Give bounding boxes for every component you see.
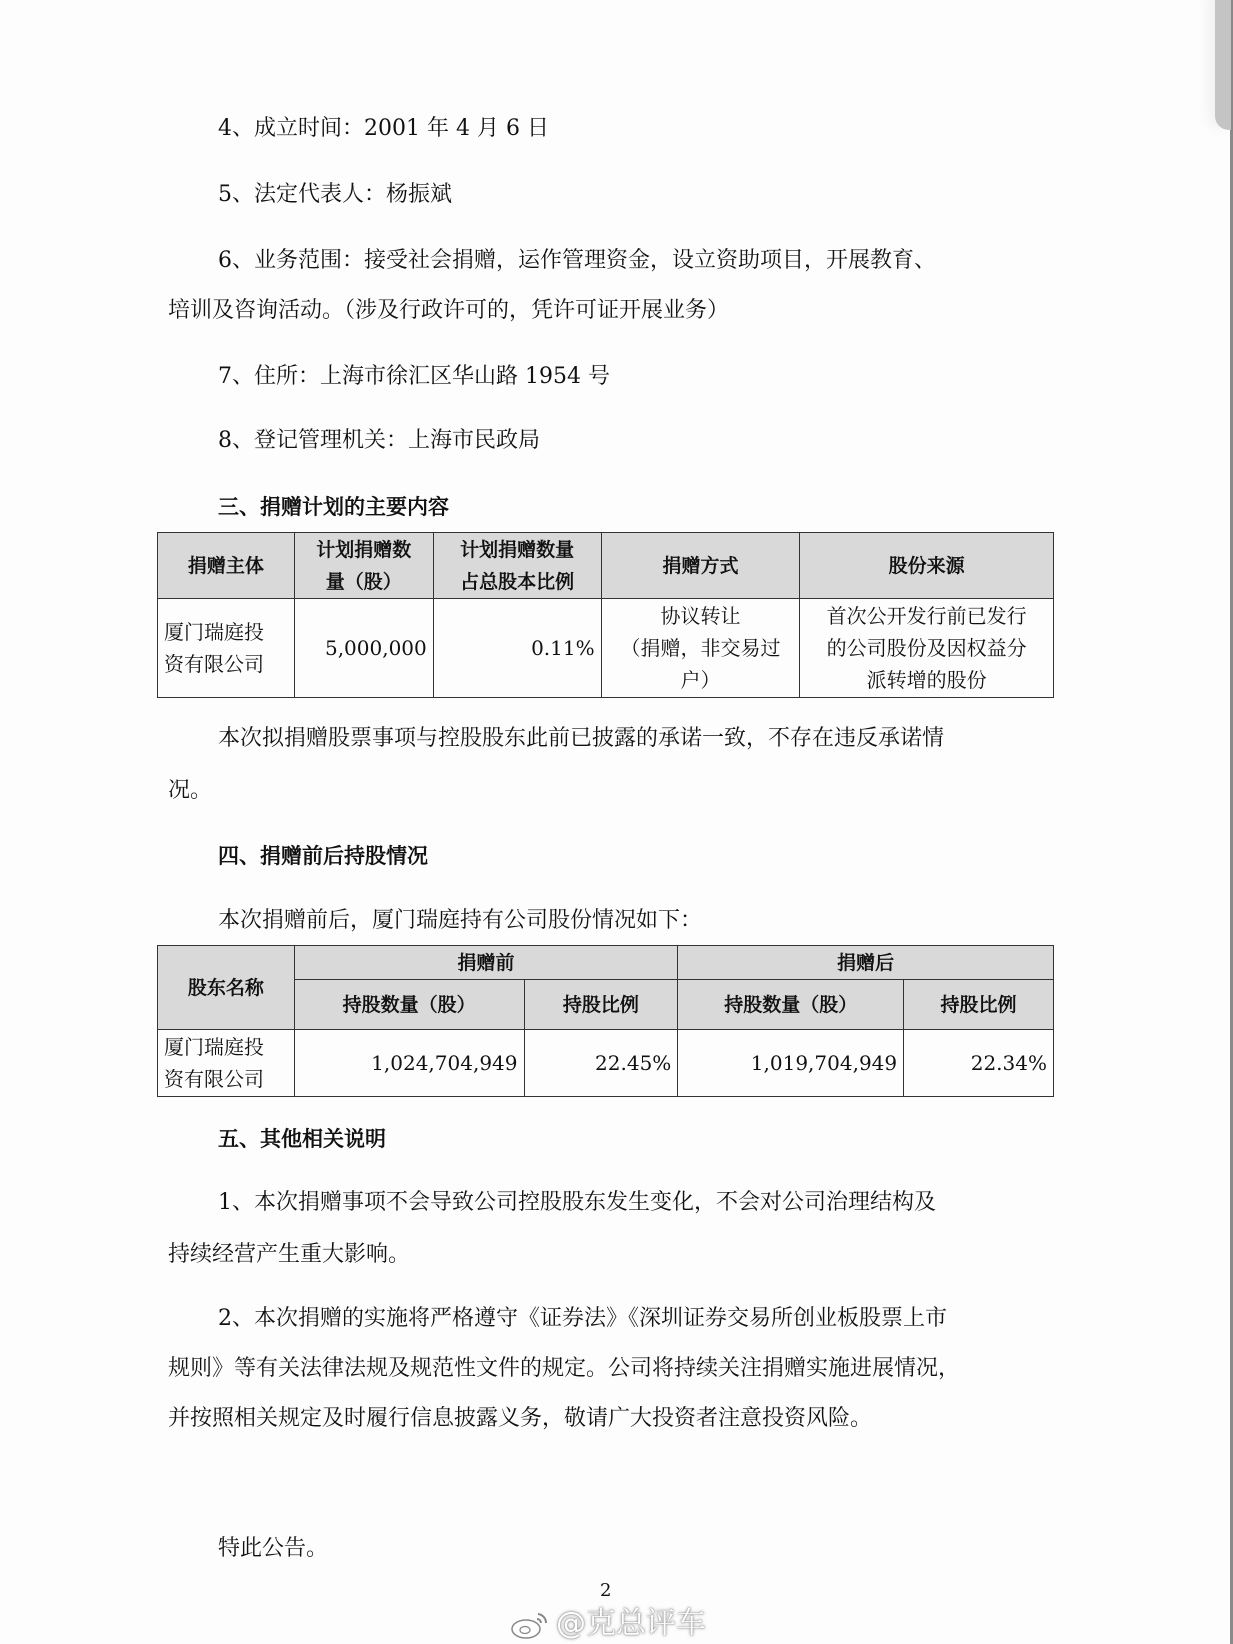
cell-after-ratio: 22.34% — [904, 1030, 1054, 1097]
watermark — [510, 1598, 706, 1642]
section4-intro: 本次捐赠前后，厦门瑞庭持有公司股份情况如下： — [218, 908, 703, 933]
note2-line3: 并按照相关规定及时履行信息披露义务，敬请广大投资者注意投资风险。 — [168, 1406, 873, 1431]
registration-authority: 8、登记管理机关：上海市民政局 — [218, 428, 540, 453]
watermark-text: @克总评车 — [556, 1606, 706, 1641]
header-shareholder: 股东名称 — [158, 946, 295, 1030]
note2-line2: 规则》等有关法律法规及规范性文件的规定。公司将持续关注捐赠实施进展情况， — [168, 1356, 961, 1381]
cell-before-ratio: 22.45% — [524, 1030, 678, 1097]
header-before: 捐赠前 — [294, 946, 678, 980]
legal-representative: 5、法定代表人：杨振斌 — [218, 182, 452, 207]
cell-source: 首次公开发行前已发行 的公司股份及因权益分 派转增的股份 — [800, 599, 1054, 698]
business-scope-line2: 培训及咨询活动。（涉及行政许可的，凭许可证开展业务） — [168, 298, 730, 323]
note2-line1: 2、本次捐赠的实施将严格遵守《证券法》《深圳证券交易所创业板股票上市 — [218, 1306, 947, 1331]
header-quantity: 计划捐赠数 量（股） — [294, 533, 433, 599]
table-header-row — [158, 533, 1054, 599]
weibo-icon — [510, 1610, 550, 1640]
header-before-ratio: 持股比例 — [524, 980, 678, 1030]
cell-quantity: 5,000,000 — [294, 599, 433, 698]
note1-line1: 1、本次捐赠事项不会导致公司控股股东发生变化，不会对公司治理结构及 — [218, 1190, 936, 1215]
header-source: 股份来源 — [800, 533, 1054, 599]
header-ratio: 计划捐赠数量 占总股本比例 — [433, 533, 601, 599]
page-number: 2 — [600, 1580, 612, 1601]
cell-method: 协议转让 （捐赠，非交易过 户） — [601, 599, 800, 698]
address: 7、住所：上海市徐汇区华山路 1954 号 — [218, 364, 610, 389]
scrollbar-thumb[interactable] — [1215, 0, 1231, 130]
cell-ratio: 0.11% — [433, 599, 601, 698]
section3-heading: 三、捐赠计划的主要内容 — [218, 495, 449, 519]
business-scope-line1: 6、业务范围：接受社会捐赠，运作管理资金，设立资助项目，开展教育、 — [218, 248, 936, 273]
table-row — [158, 599, 1054, 698]
cell-before-qty: 1,024,704,949 — [294, 1030, 524, 1097]
table-header-row — [158, 946, 1054, 980]
table-row — [158, 1030, 1054, 1097]
header-after-qty: 持股数量（股） — [678, 980, 904, 1030]
section5-heading: 五、其他相关说明 — [218, 1127, 386, 1151]
header-method: 捐赠方式 — [601, 533, 800, 599]
section4-heading: 四、捐赠前后持股情况 — [218, 844, 428, 868]
header-before-qty: 持股数量（股） — [294, 980, 524, 1030]
cell-after-qty: 1,019,704,949 — [678, 1030, 904, 1097]
cell-donor: 厦门瑞庭投 资有限公司 — [158, 599, 295, 698]
header-donor: 捐赠主体 — [158, 533, 295, 599]
commitment-note-line1: 本次拟捐赠股票事项与控股股东此前已披露的承诺一致，不存在违反承诺情 — [218, 726, 945, 751]
header-after: 捐赠后 — [678, 946, 1054, 980]
cell-shareholder: 厦门瑞庭投 资有限公司 — [158, 1030, 295, 1097]
shareholding-table — [157, 945, 1054, 1097]
closing: 特此公告。 — [218, 1536, 329, 1561]
note1-line2: 持续经营产生重大影响。 — [168, 1242, 411, 1267]
founding-date: 4、成立时间：2001 年 4 月 6 日 — [218, 116, 549, 141]
donation-plan-table — [157, 532, 1054, 698]
header-after-ratio: 持股比例 — [904, 980, 1054, 1030]
commitment-note-line2: 况。 — [168, 778, 213, 803]
